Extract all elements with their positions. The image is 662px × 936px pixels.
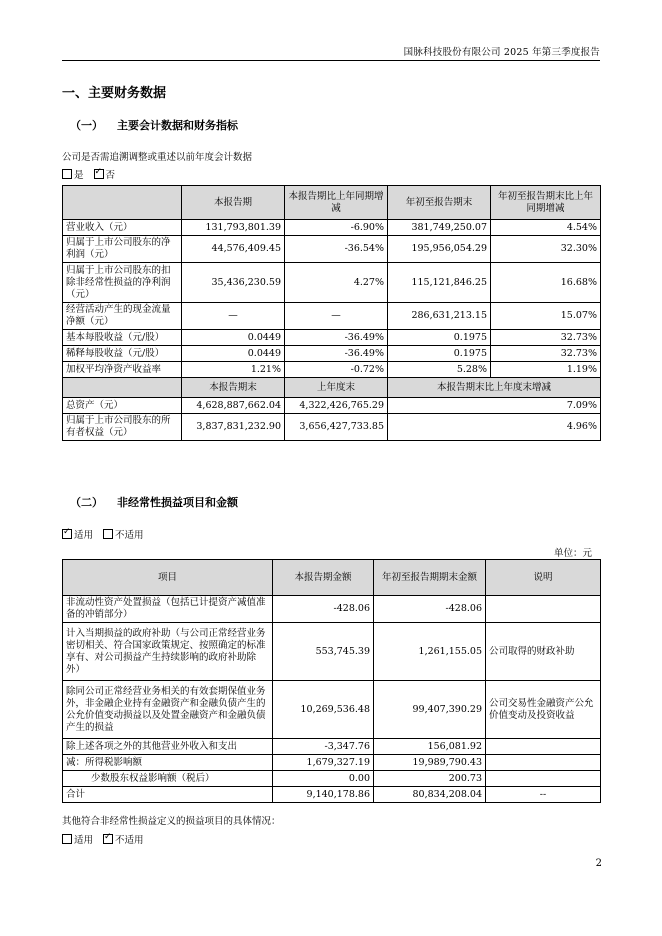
table-row — [63, 362, 601, 378]
subsection-1-label: 主要会计数据和财务指标 — [117, 119, 238, 132]
item-label: 计入当期损益的政府补助（与公司正常经营业务密切相关、符合国家政策规定、按照确定的标准享有、对公司损益产生持续影响的政府补助除外） — [63, 623, 273, 681]
cell-value: 131,793,801.39 — [182, 220, 285, 236]
cell-value: 32.30% — [491, 236, 601, 263]
table-row — [63, 398, 601, 414]
cell-value: 16.68% — [491, 263, 601, 303]
restatement-options — [62, 167, 115, 181]
cell-value: 156,081.92 — [374, 739, 486, 755]
item-label: 除同公司正常经营业务相关的有效套期保值业务外，非金融企业持有金融资产和金融负债产生的公允价值变动损益以及处置金融资产和金融负债产生的损益 — [63, 681, 273, 739]
cell-value: 32.73% — [491, 330, 601, 346]
cell-value: 80,834,208.04 — [374, 787, 486, 803]
cell-value: -428.06 — [273, 596, 374, 623]
table-row — [63, 771, 601, 787]
cell-value: 4.54% — [491, 220, 601, 236]
table-row — [63, 596, 601, 623]
unit-label: 单位：元 — [553, 548, 592, 559]
cell-note — [486, 596, 601, 623]
cell-note — [486, 755, 601, 771]
header-cell: 年初至报告期末比上年同期增减 — [491, 186, 601, 220]
cell-value: 44,576,409.45 — [182, 236, 285, 263]
cell-value: 35,436,230.59 — [182, 263, 285, 303]
cell-value: 4.27% — [285, 263, 388, 303]
table-row — [63, 755, 601, 771]
table-row-total — [63, 787, 601, 803]
row-label: 营业收入（元） — [63, 220, 182, 236]
cell-value: -428.06 — [374, 596, 486, 623]
other-apply-label: 适用 — [74, 835, 94, 846]
cell-value: 1,261,155.05 — [374, 623, 486, 681]
cell-value: 7.09% — [388, 398, 601, 414]
cell-value: 10,269,536.48 — [273, 681, 374, 739]
cell-value: 3,656,427,733.85 — [285, 414, 388, 441]
header-cell: 本报告期末 — [182, 378, 285, 398]
item-label: 少数股东权益影响额（税后） — [63, 771, 273, 787]
row-label: 稀释每股收益（元/股） — [63, 346, 182, 362]
header-cell: 本报告期末比上年度末增减 — [388, 378, 601, 398]
cell-value: 4.96% — [388, 414, 601, 441]
cell-note: -- — [486, 787, 601, 803]
cell-value: 0.0449 — [182, 330, 285, 346]
header-cell: 上年度末 — [285, 378, 388, 398]
cell-value: 15.07% — [491, 303, 601, 330]
cell-value: 0.00 — [273, 771, 374, 787]
cell-value: 32.73% — [491, 346, 601, 362]
section-title: 一、主要财务数据 — [62, 86, 167, 101]
cell-value: -36.54% — [285, 236, 388, 263]
header-cell: 说明 — [486, 560, 601, 596]
page-number: 2 — [595, 858, 602, 869]
cell-value: -3,347.76 — [273, 739, 374, 755]
cell-note — [486, 771, 601, 787]
header-cell: 本报告期金额 — [273, 560, 374, 596]
table-row — [63, 330, 601, 346]
table-row — [63, 414, 601, 441]
other-applicability-options — [62, 832, 144, 846]
cell-value: 1.19% — [491, 362, 601, 378]
cell-value: -0.72% — [285, 362, 388, 378]
row-label: 加权平均净资产收益率 — [63, 362, 182, 378]
cell-value: 5.28% — [388, 362, 491, 378]
subsection-2-title — [70, 494, 238, 510]
cell-value: 0.1975 — [388, 330, 491, 346]
header-cell-blank — [63, 378, 182, 398]
cell-value: 1.21% — [182, 362, 285, 378]
row-label: 归属于上市公司股东的扣除非经常性损益的净利润（元） — [63, 263, 182, 303]
row-label: 基本每股收益（元/股） — [63, 330, 182, 346]
cell-value: 195,956,054.29 — [388, 236, 491, 263]
header-cell: 本报告期比上年同期增减 — [285, 186, 388, 220]
cell-value: 200.73 — [374, 771, 486, 787]
subsection-1-title — [70, 117, 238, 133]
cell-value: -6.90% — [285, 220, 388, 236]
apply-checkbox[interactable] — [62, 529, 72, 539]
cell-value: 286,631,213.15 — [388, 303, 491, 330]
table-row — [63, 220, 601, 236]
other-items-text: 其他符合非经常性损益定义的损益项目的具体情况： — [62, 816, 281, 827]
yes-checkbox[interactable] — [62, 169, 72, 179]
cell-value: 115,121,846.25 — [388, 263, 491, 303]
non-recurring-items-table — [62, 559, 601, 803]
header-cell: 本报告期 — [182, 186, 285, 220]
table-row — [63, 236, 601, 263]
row-label: 经营活动产生的现金流量净额（元） — [63, 303, 182, 330]
table-row — [63, 623, 601, 681]
cell-value: 4,322,426,765.29 — [285, 398, 388, 414]
cell-value: 0.1975 — [388, 346, 491, 362]
header-cell: 项目 — [63, 560, 273, 596]
cell-value: 99,407,390.29 — [374, 681, 486, 739]
cell-value: 0.0449 — [182, 346, 285, 362]
apply-label: 适用 — [74, 530, 94, 541]
row-label: 归属于上市公司股东的所有者权益（元） — [63, 414, 182, 441]
subsection-1-number: （一） — [70, 119, 103, 132]
cell-note — [486, 739, 601, 755]
cell-value: 3,837,831,232.90 — [182, 414, 285, 441]
cell-value: 19,989,790.43 — [374, 755, 486, 771]
header-cell: 年初至报告期末 — [388, 186, 491, 220]
applicability-options — [62, 527, 144, 541]
cell-value: 4,628,887,662.04 — [182, 398, 285, 414]
item-label: 非流动性资产处置损益（包括已计提资产减值准备的冲销部分） — [63, 596, 273, 623]
table-row — [63, 739, 601, 755]
row-label: 归属于上市公司股东的净利润（元） — [63, 236, 182, 263]
page-header: 国脉科技股份有限公司 2025 年第三季度报告 — [403, 47, 600, 58]
table-row — [63, 346, 601, 362]
other-not-apply-label: 不适用 — [115, 835, 144, 846]
table-row — [63, 303, 601, 330]
cell-value: 9,140,178.86 — [273, 787, 374, 803]
other-apply-checkbox[interactable] — [62, 834, 72, 844]
item-label: 合计 — [63, 787, 273, 803]
key-financial-data-table — [62, 185, 601, 441]
not-apply-checkbox[interactable] — [103, 529, 113, 539]
cell-note: 公司交易性金融资产公允价值变动及投资收益 — [486, 681, 601, 739]
cell-value: -36.49% — [285, 330, 388, 346]
not-apply-label: 不适用 — [115, 530, 144, 541]
subsection-2-label: 非经常性损益项目和金额 — [117, 496, 238, 509]
row-label: 总资产（元） — [63, 398, 182, 414]
cell-value: 553,745.39 — [273, 623, 374, 681]
item-label: 减：所得税影响额 — [63, 755, 273, 771]
table-row — [63, 681, 601, 739]
other-not-apply-checkbox[interactable] — [103, 834, 113, 844]
header-cell — [63, 186, 182, 220]
yes-label: 是 — [74, 170, 84, 181]
subsection-2-number: （二） — [70, 496, 103, 509]
table-row — [63, 263, 601, 303]
header-divider — [62, 60, 600, 61]
cell-note: 公司取得的财政补助 — [486, 623, 601, 681]
cell-value: — — [182, 303, 285, 330]
cell-value: -36.49% — [285, 346, 388, 362]
cell-value: — — [285, 303, 388, 330]
restatement-question: 公司是否需追溯调整或重述以前年度会计数据 — [62, 152, 253, 163]
cell-value: 1,679,327.19 — [273, 755, 374, 771]
header-cell: 年初至报告期期末金额 — [374, 560, 486, 596]
no-checkbox[interactable] — [94, 169, 104, 179]
cell-value: 381,749,250.07 — [388, 220, 491, 236]
no-label: 否 — [105, 170, 116, 181]
item-label: 除上述各项之外的其他营业外收入和支出 — [63, 739, 273, 755]
